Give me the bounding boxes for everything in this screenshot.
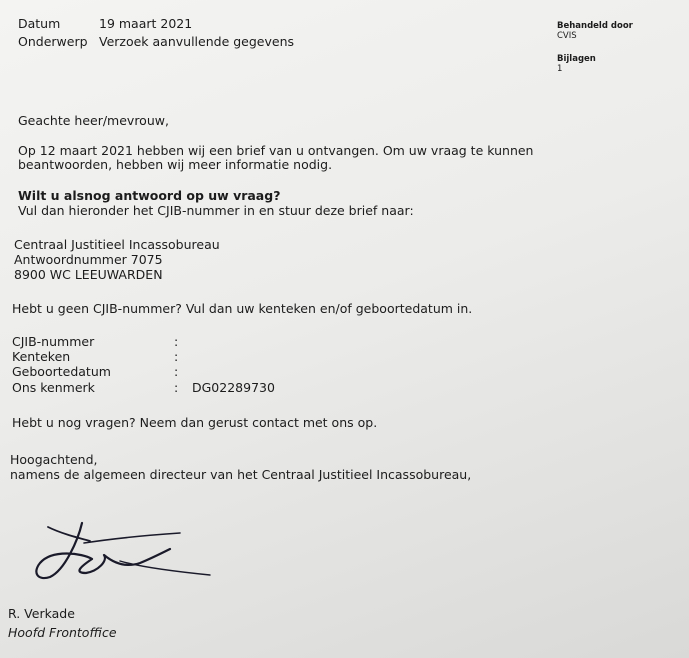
datum-label: Datum (18, 16, 61, 31)
field-label: Geboortedatum (12, 364, 111, 379)
datum-value: 19 maart 2021 (99, 16, 193, 31)
bijlagen-label: Bijlagen (557, 54, 596, 64)
field-colon: : (174, 380, 179, 395)
field-label: Kenteken (12, 349, 71, 364)
onderwerp-value: Verzoek aanvullende gegevens (99, 34, 295, 49)
field-colon: : (174, 349, 179, 364)
signatory-title: Hoofd Frontoffice (8, 625, 117, 640)
salutation: Geachte heer/mevrouw, (18, 113, 169, 128)
form-fields (12, 334, 332, 394)
field-value: DG02289730 (192, 380, 275, 395)
field-label: CJIB-nummer (12, 334, 95, 349)
intro-line-1: Op 12 maart 2021 hebben wij een brief van u ontvangen. Om uw vraag te kunnen (18, 143, 534, 158)
closing: Hoogachtend, (10, 452, 98, 467)
signatory-name: R. Verkade (8, 606, 75, 621)
onderwerp-label: Onderwerp (18, 34, 88, 49)
instruction: Vul dan hieronder het CJIB-nummer in en stuur deze brief naar: (18, 203, 414, 218)
form-row-cjib-nummer[interactable] (12, 334, 332, 349)
field-colon: : (174, 364, 179, 379)
bijlagen-value: 1 (557, 64, 563, 74)
address-line: 8900 WC LEEUWARDEN (14, 267, 163, 282)
closing-line-2: namens de algemeen directeur van het Centraal Justitieel Incassobureau, (10, 467, 472, 482)
field-label: Ons kenmerk (12, 380, 95, 395)
address-line: Antwoordnummer 7075 (14, 252, 163, 267)
behandeld-value: CVIS (557, 31, 577, 41)
question-heading: Wilt u alsnog antwoord op uw vraag? (18, 188, 281, 203)
intro-line-2: beantwoorden, hebben wij meer informatie nodig. (18, 157, 333, 172)
address-line: Centraal Justitieel Incassobureau (14, 237, 220, 252)
field-colon: : (174, 334, 179, 349)
form-row-geboortedatum[interactable] (12, 364, 332, 379)
no-number-note: Hebt u geen CJIB-nummer? Vul dan uw kenteken en/of geboortedatum in. (12, 301, 473, 316)
behandeld-label: Behandeld door (557, 21, 633, 31)
form-row-kenteken[interactable] (12, 349, 332, 364)
form-row-ons-kenmerk (12, 380, 332, 395)
contact-note: Hebt u nog vragen? Neem dan gerust contact met ons op. (12, 415, 378, 430)
signature-image (20, 515, 220, 590)
